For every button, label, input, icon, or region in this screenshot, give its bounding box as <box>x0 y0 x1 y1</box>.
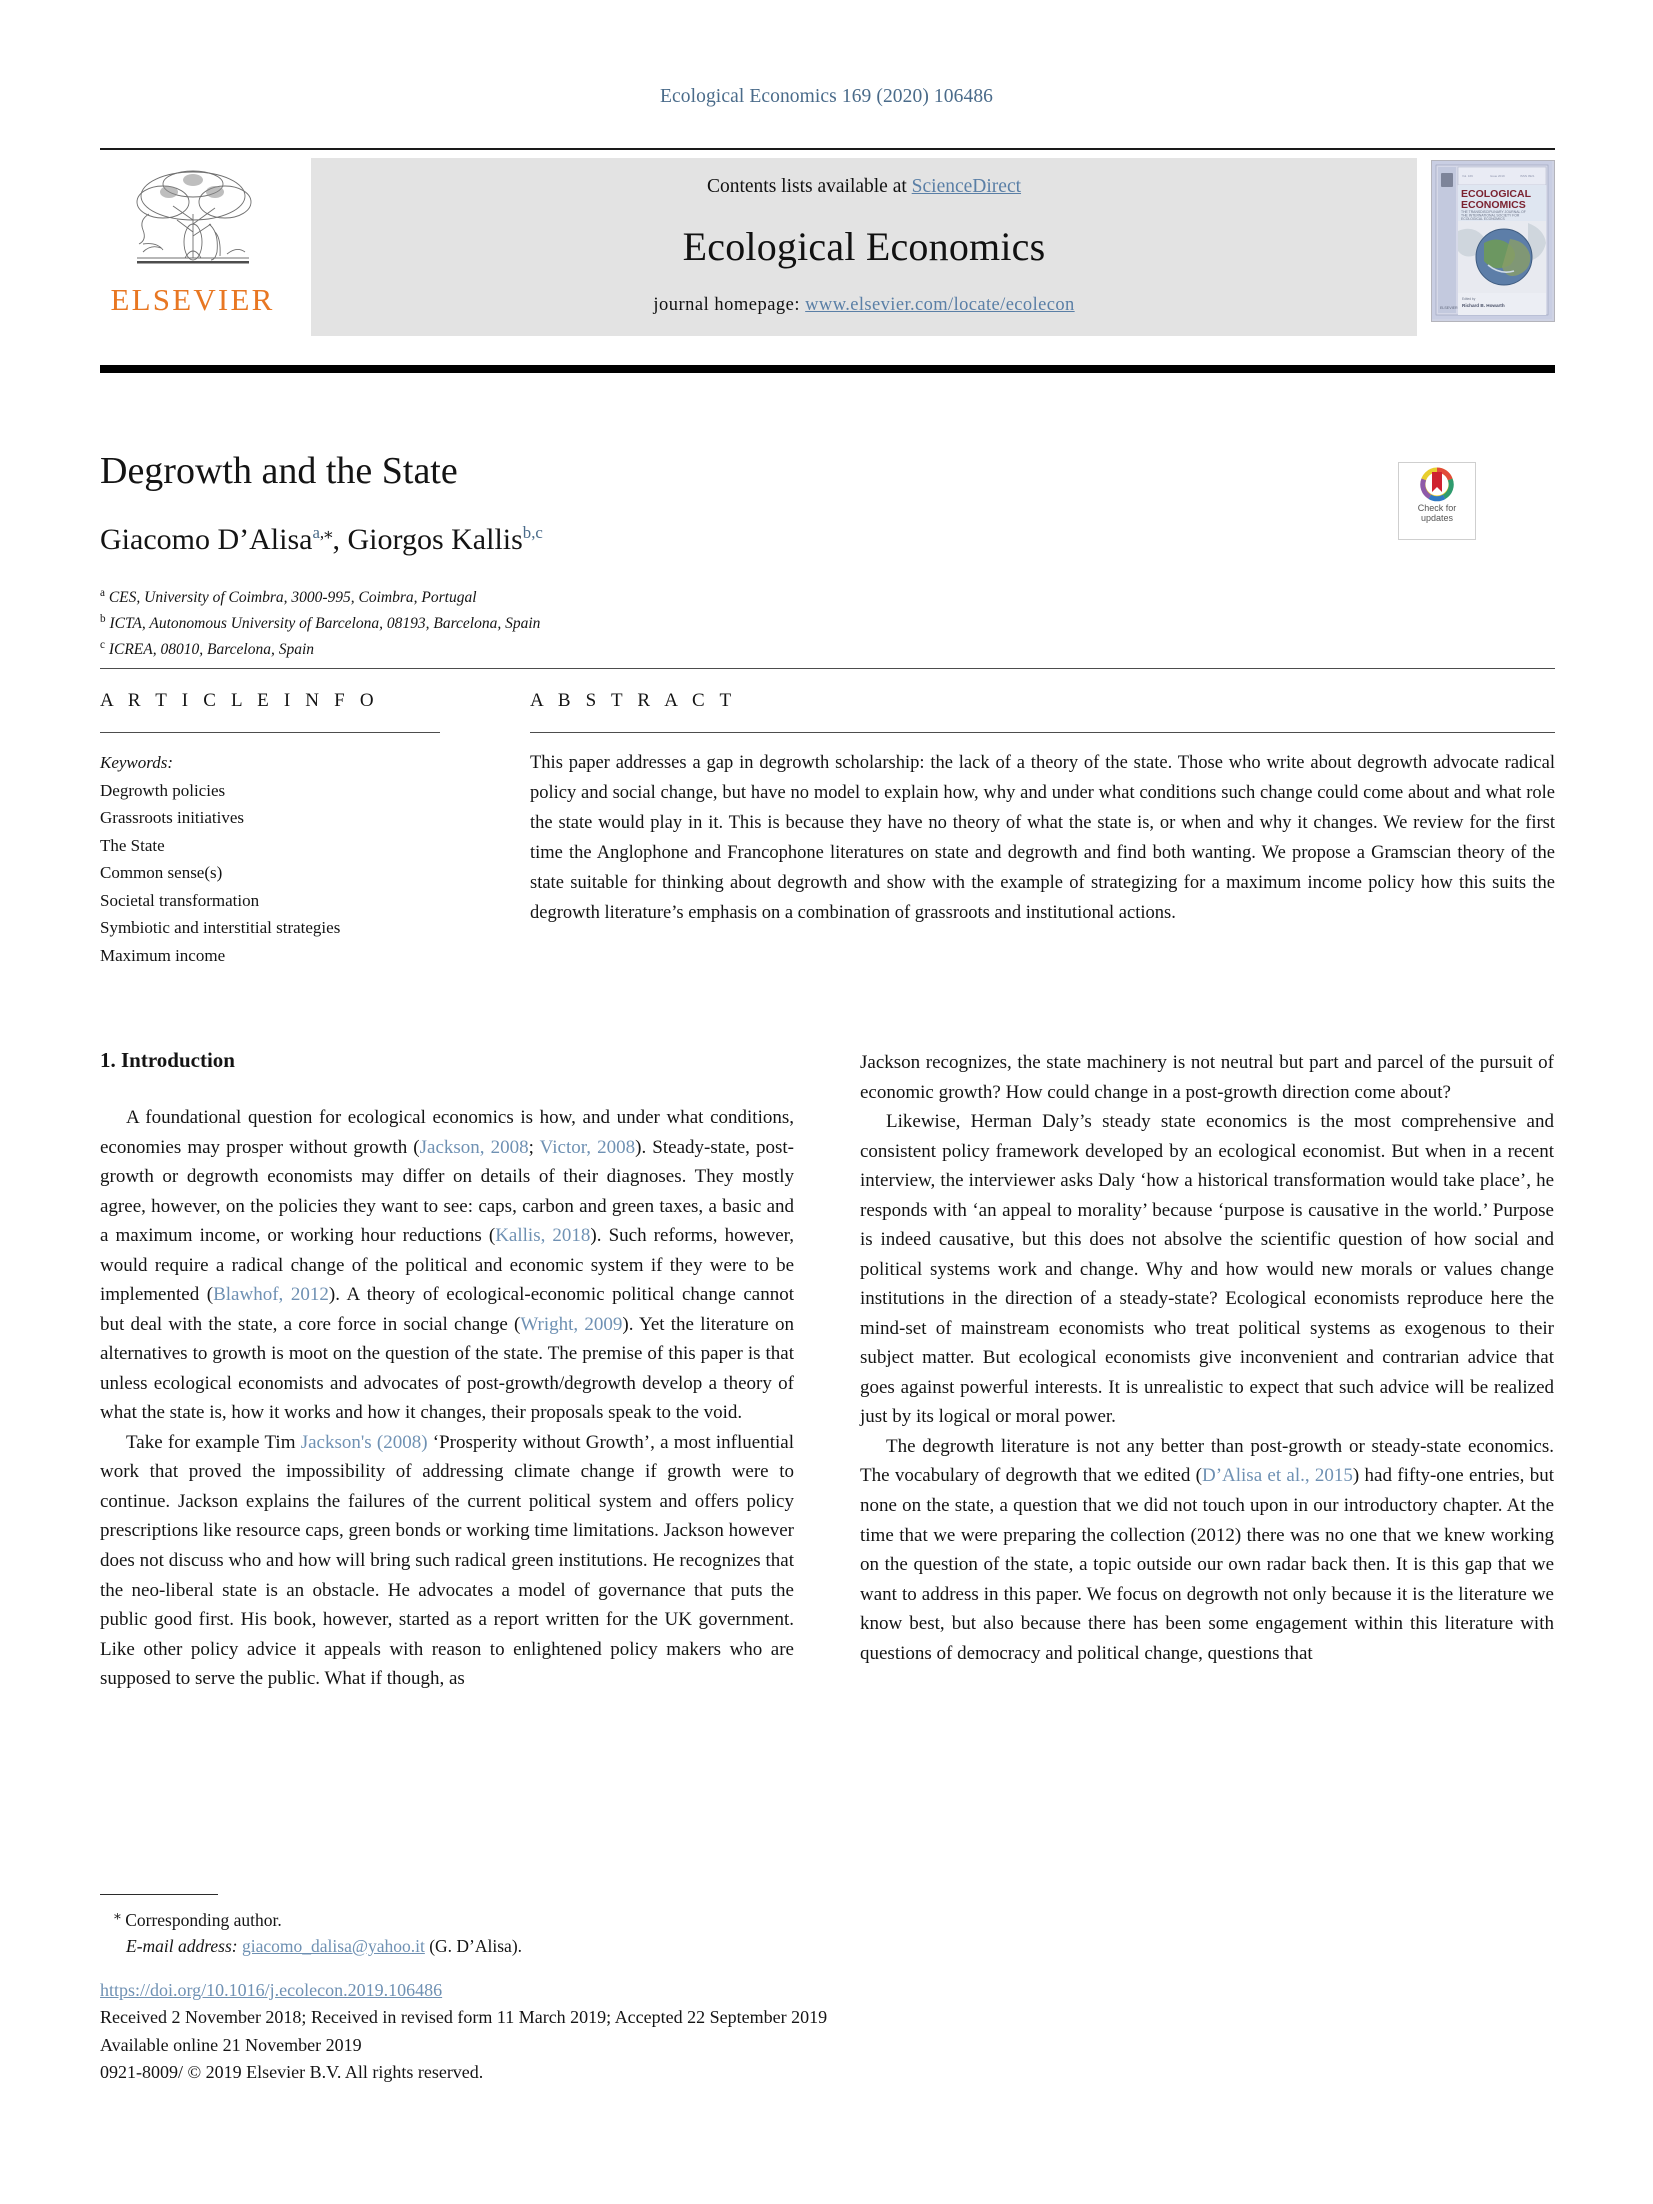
citation-reference[interactable]: Kallis, 2018 <box>495 1225 591 1247</box>
doi-link[interactable]: https://doi.org/10.1016/j.ecolecon.2019.106486 <box>100 1980 443 2000</box>
masthead-bottom-rule <box>100 365 1555 373</box>
article-info-rule <box>100 732 440 733</box>
paragraph-text: ) had fifty-one entries, but none on the state, a question that we did not touch upon in our introductory chapter. At the time that we were preparing the collection (2012) there was no one that we knew working on the question of the state, a topic outside our own radar back then. It is this gap that we want to address in this paper. We focus on degrowth not only because it is the literature we know best, but also because there has been some engagement within this literature with questions of democracy and political change, questions that <box>860 1465 1554 1664</box>
journal-title: Ecological Economics <box>682 223 1046 269</box>
crossmark-badge[interactable] <box>1398 462 1476 540</box>
svg-text:ISSN 0921: ISSN 0921 <box>1520 174 1535 178</box>
journal-homepage-link[interactable]: www.elsevier.com/locate/ecolecon <box>805 295 1075 315</box>
right-column-paragraphs <box>860 1048 1554 1668</box>
affiliation-text: CES, University of Coimbra, 3000-995, Coimbra, Portugal <box>108 588 477 606</box>
elsevier-logo <box>100 158 285 353</box>
journal-masthead <box>100 148 1555 373</box>
body-paragraph <box>100 1428 794 1694</box>
affiliation-text: ICTA, Autonomous University of Barcelona, 08193, Barcelona, Spain <box>109 615 541 633</box>
affiliation-item <box>100 584 1555 610</box>
paragraph-text: ). Steady-state, post-growth or degrowth economists may differ on details of their diagnoses. They mostly agree, however, on the policies they want to see: caps, carbon and green taxes, a basic and a maximum income, or working hour reductions ( <box>100 1136 795 1247</box>
journal-banner <box>311 158 1417 336</box>
citation-reference[interactable]: D’Alisa et al., 2015 <box>1201 1465 1353 1487</box>
citation-reference[interactable]: Victor, 2008 <box>539 1136 636 1158</box>
author-name-0: Giacomo D’Alisa <box>100 522 313 556</box>
contents-available-line <box>707 176 1021 198</box>
article-info-column <box>100 690 468 969</box>
keyword-item: Societal transformation <box>100 890 260 910</box>
keywords-block <box>100 749 468 969</box>
paragraph-text: The degrowth literature is not any better than post-growth or steady-state economics. The vocabulary of degrowth that we edited ( <box>860 1435 1554 1487</box>
citation-reference[interactable]: Blawhof, 2012 <box>213 1284 329 1306</box>
author-affil-mark-0: a <box>312 522 320 542</box>
svg-text:ECOLOGICAL ECONOMICS: ECOLOGICAL ECONOMICS <box>1461 217 1505 222</box>
keyword-item: The State <box>100 835 165 855</box>
svg-text:THE INTERNATIONAL SOCIETY FOR: THE INTERNATIONAL SOCIETY FOR <box>1461 213 1520 218</box>
author-list <box>100 522 1555 558</box>
page-title: Degrowth and the State <box>100 450 458 492</box>
body-columns <box>100 1048 1555 1694</box>
crossmark-label <box>1418 504 1457 523</box>
left-column-paragraphs <box>100 1103 794 1694</box>
abstract-text: This paper addresses a gap in degrowth scholarship: the lack of a theory of the state. Those who write about degrowth advocate radical policy and social change, but have no model to explain how, why and under what conditions such change could come about and what role the state would play in it. This is because they have no theory of what the state is, or when and why it changes. We review for the first time the Anglophone and Francophone literatures on state and degrowth and find both wanting. We propose a Gramscian theory of the state suitable for thinking about degrowth and show with the example of strategizing for a maximum income policy how this suits the degrowth literature’s emphasis on a combination of grassroots and institutional actions. <box>530 753 1555 923</box>
paragraph-text: ‘Prosperity without Growth’, a most influential work that proved the impossibility of addressing climate change if growth were to continue. Jackson explains the failures of the current political system and offers policy prescriptions like resource caps, green bonds or working time limitations. Jackson however does not discuss who and how will bring such radical green institutions. He recognizes that the neo-liberal state is an obstacle. He advocates a model of governance that puts the public good first. His book, however, started as a report written for the UK government. Like other policy advice it appeals with reason to enlightened policy makers who are supposed to serve the public. What if though, as <box>100 1431 794 1690</box>
citation-reference[interactable]: Wright, 2009 <box>520 1313 623 1335</box>
keywords-label: Keywords: <box>100 753 174 772</box>
body-paragraph <box>860 1048 1554 1107</box>
crossmark-label-line-1: Check for <box>1417 503 1457 513</box>
info-section-top-rule <box>100 668 1555 669</box>
body-left-column <box>100 1048 794 1694</box>
citation-reference[interactable]: Jackson, 2008 <box>419 1136 529 1158</box>
affiliation-list <box>100 584 1555 663</box>
affiliation-mark: b <box>100 612 106 625</box>
svg-text:THE TRANSDISCIPLINARY JOURNAL: THE TRANSDISCIPLINARY JOURNAL OF <box>1461 210 1526 214</box>
title-block <box>100 450 1555 662</box>
keyword-item: Symbiotic and interstitial strategies <box>100 918 341 938</box>
abstract-heading: A B S T R A C T <box>530 690 737 711</box>
paragraph-text: Likewise, Herman Daly’s steady state economics is the most comprehensive and consistent policy framework developed by an ecological economist. But when in a recent interview, the interviewer asks Daly ‘how a historical transformation would take place’, he responds with ‘an appeal to morality’ because ‘purpose is causative in the world.’ Purpose is indeed causative, but this does not absolve the scientific question of how social and political systems work and change. Why and how would new morals or values change institutions in the direction of a steady-state? Ecological economists reproduce here the mind-set of mainstream economists who treat political systems as exogenous to their subject matter. But ecological economists give inconvenient and contrarian advice that goes against powerful interests. It is unrealistic to expect that such advice will be realized just by its logical or moral power. <box>860 1111 1554 1428</box>
keyword-item: Common sense(s) <box>100 863 223 883</box>
abstract-rule <box>530 732 1555 733</box>
svg-text:Vol. 169: Vol. 169 <box>1462 174 1473 178</box>
svg-text:ECONOMICS: ECONOMICS <box>1461 199 1526 211</box>
article-info-heading: A R T I C L E I N F O <box>100 690 379 711</box>
abstract-column <box>530 690 1555 969</box>
contents-prefix-text: Contents lists available at <box>706 176 912 197</box>
body-right-column <box>860 1048 1554 1694</box>
footnote-separator-rule <box>100 1894 218 1895</box>
email-label: E-mail address: <box>126 1936 238 1957</box>
affiliation-text: ICREA, 08010, Barcelona, Spain <box>108 641 315 659</box>
corresponding-author-marker: ,⁎ <box>319 522 333 542</box>
journal-cover-image <box>1432 161 1552 319</box>
svg-text:Richard B. Howarth: Richard B. Howarth <box>1462 303 1505 308</box>
email-note <box>100 1933 800 1959</box>
paragraph-text: A foundational question for ecological economics is how, and under what conditions, economies may prosper without growth ( <box>100 1107 794 1158</box>
author-separator: , <box>332 522 348 556</box>
svg-text:Issue 2019: Issue 2019 <box>1490 174 1505 178</box>
affiliation-mark: c <box>100 639 105 652</box>
footnote-block <box>100 1905 800 1959</box>
affiliation-item <box>100 636 1555 662</box>
svg-text:ELSEVIER: ELSEVIER <box>1440 306 1458 310</box>
affiliation-item <box>100 610 1555 636</box>
svg-text:Edited by: Edited by <box>1462 297 1476 301</box>
crossmark-label-line-2: updates <box>1420 512 1453 523</box>
sciencedirect-link[interactable]: ScienceDirect <box>911 176 1022 197</box>
body-paragraph <box>860 1432 1554 1668</box>
email-link[interactable]: giacomo_dalisa@yahoo.it <box>242 1936 425 1957</box>
paragraph-text: ). Such reforms, however, would require a radical change of the political and economic system if they were to be implemented ( <box>100 1225 794 1306</box>
article-info-abstract-region <box>100 690 1555 969</box>
email-suffix: (G. D’Alisa). <box>429 1936 523 1957</box>
available-online-date: Available online 21 November 2019 <box>100 2034 362 2055</box>
elsevier-wordmark: ELSEVIER <box>110 282 275 317</box>
crossmark-icon <box>1417 467 1457 503</box>
citation-reference[interactable]: Jackson's (2008) <box>300 1431 428 1453</box>
author-name-1: Giorgos Kallis <box>347 522 523 556</box>
homepage-prefix-text: journal homepage: <box>653 295 806 315</box>
svg-text:ECOLOGICAL: ECOLOGICAL <box>1461 188 1531 200</box>
keyword-item: Grassroots initiatives <box>100 808 245 828</box>
author-affil-mark-1: b,c <box>522 522 543 542</box>
paragraph-text: Jackson recognizes, the state machinery is not neutral but part and parcel of the pursuit of economic growth? How could change in a post-growth direction come about? <box>860 1052 1554 1103</box>
body-paragraph <box>860 1107 1554 1432</box>
corresponding-author-text: Corresponding author. <box>125 1909 282 1930</box>
received-dates: Received 2 November 2018; Received in revised form 11 March 2019; Accepted 22 September 2019 <box>100 2007 828 2028</box>
running-head: Ecological Economics 169 (2020) 106486 <box>659 86 994 107</box>
paragraph-text: ; <box>528 1136 540 1158</box>
affiliation-mark: a <box>100 586 105 599</box>
journal-homepage-line <box>653 295 1074 316</box>
elsevier-tree-logo-icon <box>123 162 263 282</box>
paragraph-text: ). A theory of ecological-economic political change cannot but deal with the state, a core force in social change ( <box>100 1284 794 1335</box>
corresponding-author-note <box>100 1905 800 1933</box>
paragraph-text: ). Yet the literature on alternatives to growth is moot on the question of the state. The premise of this paper is that unless ecological economists and advocates of post-growth/degrowth develop a theory of what the state is, how it works and how it changes, their proposals speak to the void. <box>100 1313 795 1424</box>
section-heading-introduction: 1. Introduction <box>100 1048 235 1072</box>
keyword-item: Maximum income <box>100 945 226 965</box>
keyword-item: Degrowth policies <box>100 780 226 800</box>
corresponding-author-mark: ⁎ <box>114 1907 121 1922</box>
journal-cover-thumbnail <box>1431 160 1555 322</box>
footer-block <box>100 1977 1060 2086</box>
paragraph-text: Take for example Tim <box>126 1431 301 1453</box>
copyright-line: 0921-8009/ © 2019 Elsevier B.V. All rights reserved. <box>100 2062 484 2083</box>
body-paragraph <box>100 1103 794 1428</box>
